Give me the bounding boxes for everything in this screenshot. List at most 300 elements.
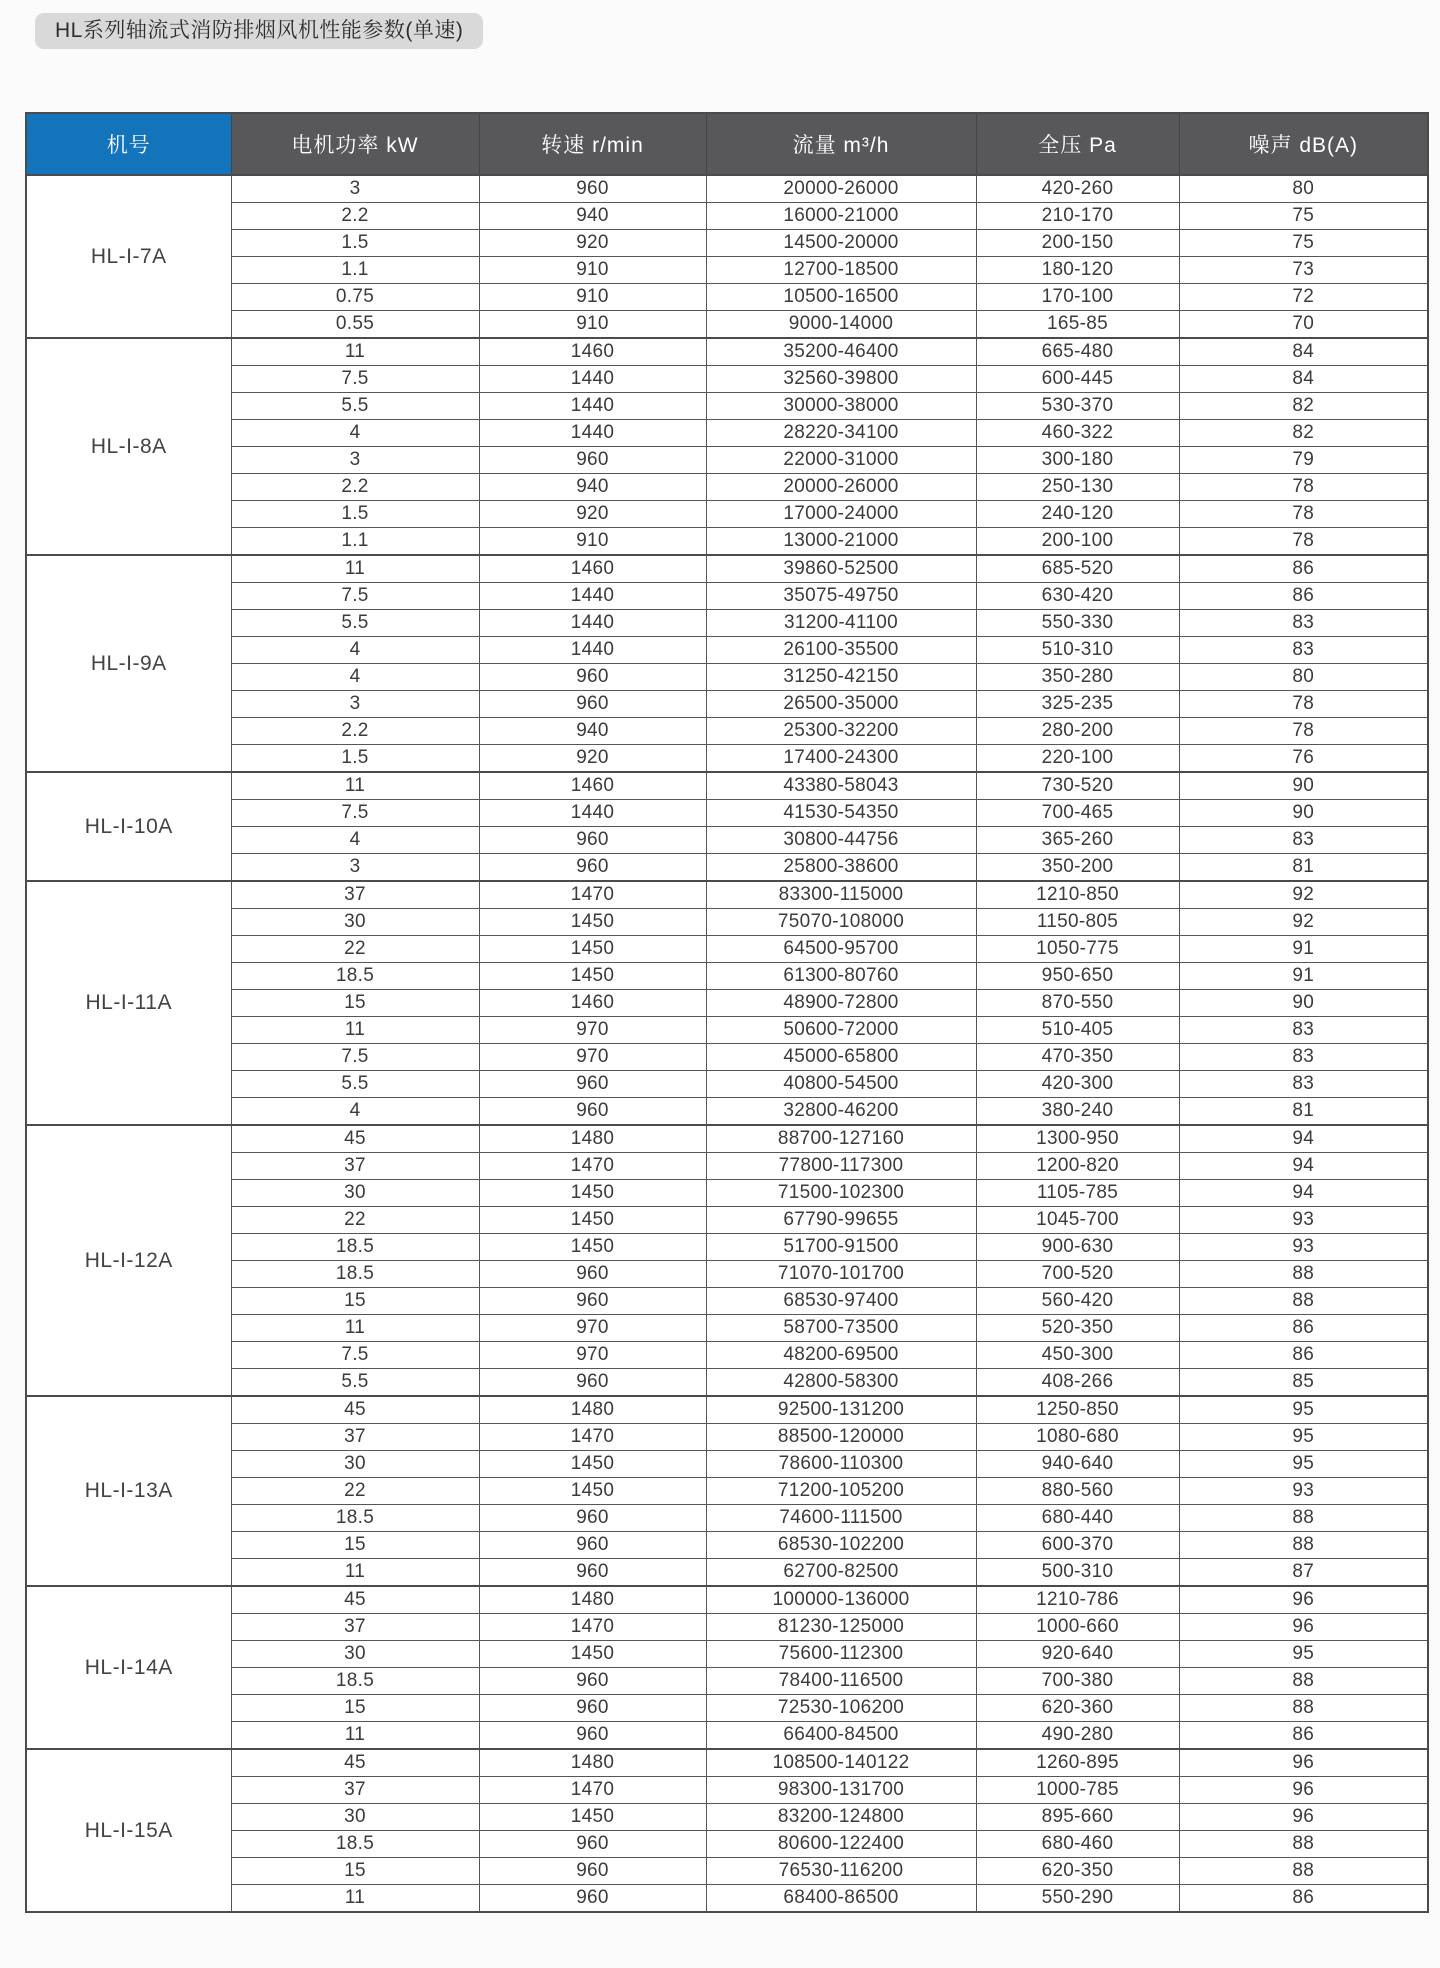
cell-speed: 1470 (479, 881, 706, 909)
cell-noise: 88 (1179, 1505, 1428, 1532)
cell-flow: 78600-110300 (706, 1451, 976, 1478)
cell-noise: 78 (1179, 718, 1428, 745)
cell-noise: 83 (1179, 610, 1428, 637)
cell-noise: 73 (1179, 257, 1428, 284)
cell-flow: 42800-58300 (706, 1369, 976, 1397)
cell-noise: 87 (1179, 1559, 1428, 1587)
table-row (26, 203, 1428, 230)
cell-noise: 88 (1179, 1858, 1428, 1885)
cell-noise: 95 (1179, 1641, 1428, 1668)
table-row (26, 583, 1428, 610)
table-row (26, 1369, 1428, 1397)
cell-flow: 30000-38000 (706, 393, 976, 420)
cell-flow: 35200-46400 (706, 338, 976, 366)
cell-speed: 960 (479, 1369, 706, 1397)
cell-pressure: 870-550 (976, 990, 1179, 1017)
cell-flow: 68530-97400 (706, 1288, 976, 1315)
cell-noise: 95 (1179, 1424, 1428, 1451)
cell-power: 15 (231, 1288, 479, 1315)
cell-speed: 960 (479, 1559, 706, 1587)
table-row (26, 284, 1428, 311)
table-row (26, 1532, 1428, 1559)
cell-power: 0.75 (231, 284, 479, 311)
cell-flow: 40800-54500 (706, 1071, 976, 1098)
cell-noise: 80 (1179, 664, 1428, 691)
fan-spec-table (25, 112, 1429, 1913)
cell-speed: 910 (479, 311, 706, 339)
cell-noise: 86 (1179, 1885, 1428, 1913)
table-row (26, 1749, 1428, 1777)
cell-power: 5.5 (231, 1071, 479, 1098)
table-row (26, 311, 1428, 339)
cell-speed: 1470 (479, 1777, 706, 1804)
cell-flow: 61300-80760 (706, 963, 976, 990)
table-row (26, 1342, 1428, 1369)
cell-power: 30 (231, 909, 479, 936)
table-row (26, 1885, 1428, 1913)
table-body (26, 175, 1428, 1912)
cell-noise: 82 (1179, 393, 1428, 420)
cell-speed: 960 (479, 1858, 706, 1885)
cell-power: 37 (231, 881, 479, 909)
cell-speed: 1440 (479, 393, 706, 420)
cell-flow: 78400-116500 (706, 1668, 976, 1695)
model-label: HL-I-14A (26, 1586, 231, 1749)
cell-pressure: 560-420 (976, 1288, 1179, 1315)
cell-flow: 92500-131200 (706, 1396, 976, 1424)
table-row (26, 1586, 1428, 1614)
cell-pressure: 510-405 (976, 1017, 1179, 1044)
cell-speed: 1450 (479, 1478, 706, 1505)
cell-flow: 58700-73500 (706, 1315, 976, 1342)
cell-speed: 960 (479, 827, 706, 854)
table-row (26, 1505, 1428, 1532)
cell-flow: 88500-120000 (706, 1424, 976, 1451)
cell-speed: 1480 (479, 1749, 706, 1777)
cell-pressure: 700-520 (976, 1261, 1179, 1288)
cell-flow: 25800-38600 (706, 854, 976, 882)
cell-flow: 83200-124800 (706, 1804, 976, 1831)
table-header-row (26, 113, 1428, 175)
cell-pressure: 680-460 (976, 1831, 1179, 1858)
cell-pressure: 880-560 (976, 1478, 1179, 1505)
cell-noise: 91 (1179, 936, 1428, 963)
cell-pressure: 1000-785 (976, 1777, 1179, 1804)
cell-speed: 970 (479, 1044, 706, 1071)
cell-power: 7.5 (231, 1044, 479, 1071)
table-row (26, 1641, 1428, 1668)
table-row (26, 1261, 1428, 1288)
cell-noise: 96 (1179, 1804, 1428, 1831)
cell-pressure: 620-360 (976, 1695, 1179, 1722)
cell-speed: 1470 (479, 1153, 706, 1180)
model-label: HL-I-7A (26, 175, 231, 338)
cell-power: 5.5 (231, 610, 479, 637)
cell-speed: 1450 (479, 1451, 706, 1478)
cell-flow: 83300-115000 (706, 881, 976, 909)
table-row (26, 1180, 1428, 1207)
cell-speed: 1470 (479, 1424, 706, 1451)
cell-flow: 71500-102300 (706, 1180, 976, 1207)
cell-pressure: 685-520 (976, 555, 1179, 583)
cell-power: 11 (231, 338, 479, 366)
cell-power: 15 (231, 990, 479, 1017)
cell-flow: 98300-131700 (706, 1777, 976, 1804)
cell-flow: 67790-99655 (706, 1207, 976, 1234)
cell-flow: 81230-125000 (706, 1614, 976, 1641)
cell-power: 7.5 (231, 583, 479, 610)
cell-power: 18.5 (231, 1505, 479, 1532)
table-row (26, 257, 1428, 284)
cell-flow: 41530-54350 (706, 800, 976, 827)
cell-speed: 960 (479, 854, 706, 882)
table-row (26, 338, 1428, 366)
cell-speed: 920 (479, 501, 706, 528)
cell-flow: 45000-65800 (706, 1044, 976, 1071)
cell-noise: 91 (1179, 963, 1428, 990)
cell-power: 7.5 (231, 1342, 479, 1369)
cell-noise: 90 (1179, 800, 1428, 827)
cell-pressure: 408-266 (976, 1369, 1179, 1397)
cell-flow: 14500-20000 (706, 230, 976, 257)
cell-pressure: 510-310 (976, 637, 1179, 664)
column-header-pressure: 全压 Pa (976, 113, 1179, 175)
cell-noise: 90 (1179, 990, 1428, 1017)
cell-power: 18.5 (231, 1831, 479, 1858)
cell-speed: 960 (479, 691, 706, 718)
cell-speed: 910 (479, 284, 706, 311)
cell-noise: 93 (1179, 1207, 1428, 1234)
cell-power: 37 (231, 1153, 479, 1180)
table-row (26, 1098, 1428, 1126)
cell-noise: 78 (1179, 528, 1428, 556)
cell-pressure: 300-180 (976, 447, 1179, 474)
cell-speed: 940 (479, 474, 706, 501)
table-row (26, 501, 1428, 528)
column-header-speed: 转速 r/min (479, 113, 706, 175)
cell-flow: 51700-91500 (706, 1234, 976, 1261)
cell-pressure: 1050-775 (976, 936, 1179, 963)
cell-flow: 71200-105200 (706, 1478, 976, 1505)
cell-pressure: 1210-786 (976, 1586, 1179, 1614)
table-row (26, 1695, 1428, 1722)
cell-noise: 78 (1179, 501, 1428, 528)
cell-flow: 43380-58043 (706, 772, 976, 800)
cell-flow: 22000-31000 (706, 447, 976, 474)
cell-speed: 940 (479, 203, 706, 230)
table-row (26, 1614, 1428, 1641)
cell-pressure: 380-240 (976, 1098, 1179, 1126)
cell-pressure: 920-640 (976, 1641, 1179, 1668)
cell-power: 5.5 (231, 393, 479, 420)
cell-power: 11 (231, 1885, 479, 1913)
cell-noise: 88 (1179, 1695, 1428, 1722)
cell-flow: 20000-26000 (706, 175, 976, 203)
cell-pressure: 250-130 (976, 474, 1179, 501)
table-row (26, 1153, 1428, 1180)
table-row (26, 854, 1428, 882)
cell-pressure: 1250-850 (976, 1396, 1179, 1424)
cell-flow: 17000-24000 (706, 501, 976, 528)
cell-flow: 16000-21000 (706, 203, 976, 230)
cell-pressure: 420-300 (976, 1071, 1179, 1098)
cell-power: 3 (231, 175, 479, 203)
cell-noise: 88 (1179, 1532, 1428, 1559)
cell-noise: 92 (1179, 909, 1428, 936)
cell-flow: 68530-102200 (706, 1532, 976, 1559)
cell-noise: 96 (1179, 1749, 1428, 1777)
cell-flow: 26100-35500 (706, 637, 976, 664)
model-label: HL-I-15A (26, 1749, 231, 1912)
table-row (26, 1396, 1428, 1424)
cell-noise: 83 (1179, 637, 1428, 664)
cell-power: 1.5 (231, 745, 479, 773)
cell-noise: 70 (1179, 311, 1428, 339)
cell-pressure: 420-260 (976, 175, 1179, 203)
table-row (26, 881, 1428, 909)
table-row (26, 528, 1428, 556)
cell-speed: 1460 (479, 338, 706, 366)
table-row (26, 827, 1428, 854)
cell-flow: 50600-72000 (706, 1017, 976, 1044)
cell-power: 37 (231, 1614, 479, 1641)
cell-pressure: 500-310 (976, 1559, 1179, 1587)
cell-pressure: 220-100 (976, 745, 1179, 773)
table-row (26, 1831, 1428, 1858)
cell-speed: 960 (479, 1505, 706, 1532)
page-title: HL系列轴流式消防排烟风机性能参数(单速) (35, 13, 483, 49)
cell-flow: 39860-52500 (706, 555, 976, 583)
model-label: HL-I-13A (26, 1396, 231, 1586)
cell-pressure: 350-200 (976, 854, 1179, 882)
cell-flow: 32800-46200 (706, 1098, 976, 1126)
cell-speed: 960 (479, 1071, 706, 1098)
model-label: HL-I-12A (26, 1125, 231, 1396)
table-row (26, 420, 1428, 447)
cell-speed: 1460 (479, 990, 706, 1017)
cell-noise: 86 (1179, 1315, 1428, 1342)
cell-pressure: 325-235 (976, 691, 1179, 718)
cell-flow: 64500-95700 (706, 936, 976, 963)
cell-noise: 96 (1179, 1586, 1428, 1614)
cell-noise: 96 (1179, 1777, 1428, 1804)
cell-speed: 970 (479, 1017, 706, 1044)
table-row (26, 1722, 1428, 1750)
cell-speed: 1440 (479, 637, 706, 664)
cell-speed: 1460 (479, 772, 706, 800)
table-row (26, 1559, 1428, 1587)
cell-flow: 48900-72800 (706, 990, 976, 1017)
table-row (26, 1777, 1428, 1804)
table-row (26, 1288, 1428, 1315)
cell-pressure: 665-480 (976, 338, 1179, 366)
cell-speed: 960 (479, 1831, 706, 1858)
cell-noise: 96 (1179, 1614, 1428, 1641)
cell-flow: 30800-44756 (706, 827, 976, 854)
cell-speed: 1450 (479, 909, 706, 936)
cell-pressure: 200-100 (976, 528, 1179, 556)
cell-speed: 960 (479, 1722, 706, 1750)
table-row (26, 745, 1428, 773)
table-row (26, 1017, 1428, 1044)
table-row (26, 610, 1428, 637)
cell-noise: 86 (1179, 1342, 1428, 1369)
cell-pressure: 620-350 (976, 1858, 1179, 1885)
table-row (26, 1451, 1428, 1478)
model-label: HL-I-11A (26, 881, 231, 1125)
cell-power: 15 (231, 1532, 479, 1559)
cell-pressure: 520-350 (976, 1315, 1179, 1342)
cell-flow: 28220-34100 (706, 420, 976, 447)
table-row (26, 772, 1428, 800)
cell-flow: 12700-18500 (706, 257, 976, 284)
cell-noise: 86 (1179, 555, 1428, 583)
cell-pressure: 210-170 (976, 203, 1179, 230)
cell-power: 11 (231, 772, 479, 800)
cell-speed: 940 (479, 718, 706, 745)
cell-noise: 83 (1179, 1017, 1428, 1044)
cell-speed: 960 (479, 1532, 706, 1559)
cell-power: 22 (231, 1478, 479, 1505)
cell-pressure: 350-280 (976, 664, 1179, 691)
cell-speed: 1450 (479, 1180, 706, 1207)
cell-power: 18.5 (231, 963, 479, 990)
cell-pressure: 1080-680 (976, 1424, 1179, 1451)
cell-pressure: 240-120 (976, 501, 1179, 528)
cell-speed: 1440 (479, 583, 706, 610)
table-row (26, 1044, 1428, 1071)
cell-noise: 76 (1179, 745, 1428, 773)
cell-speed: 1480 (479, 1125, 706, 1153)
cell-power: 4 (231, 664, 479, 691)
cell-flow: 13000-21000 (706, 528, 976, 556)
cell-pressure: 950-650 (976, 963, 1179, 990)
cell-power: 7.5 (231, 366, 479, 393)
table-row (26, 1424, 1428, 1451)
cell-speed: 960 (479, 175, 706, 203)
cell-power: 45 (231, 1586, 479, 1614)
cell-pressure: 450-300 (976, 1342, 1179, 1369)
cell-flow: 75070-108000 (706, 909, 976, 936)
cell-flow: 74600-111500 (706, 1505, 976, 1532)
cell-noise: 82 (1179, 420, 1428, 447)
cell-pressure: 600-370 (976, 1532, 1179, 1559)
table-row (26, 637, 1428, 664)
cell-pressure: 470-350 (976, 1044, 1179, 1071)
cell-power: 37 (231, 1777, 479, 1804)
table-row (26, 909, 1428, 936)
table-row (26, 1804, 1428, 1831)
cell-flow: 26500-35000 (706, 691, 976, 718)
cell-power: 4 (231, 827, 479, 854)
cell-noise: 88 (1179, 1261, 1428, 1288)
column-header-power: 电机功率 kW (231, 113, 479, 175)
cell-noise: 95 (1179, 1396, 1428, 1424)
cell-power: 37 (231, 1424, 479, 1451)
cell-speed: 1460 (479, 555, 706, 583)
cell-pressure: 700-380 (976, 1668, 1179, 1695)
cell-speed: 1450 (479, 1234, 706, 1261)
cell-flow: 48200-69500 (706, 1342, 976, 1369)
cell-flow: 31200-41100 (706, 610, 976, 637)
cell-speed: 960 (479, 1098, 706, 1126)
cell-flow: 66400-84500 (706, 1722, 976, 1750)
cell-speed: 1450 (479, 936, 706, 963)
cell-power: 18.5 (231, 1234, 479, 1261)
table-row (26, 718, 1428, 745)
cell-power: 7.5 (231, 800, 479, 827)
cell-noise: 93 (1179, 1478, 1428, 1505)
cell-flow: 32560-39800 (706, 366, 976, 393)
cell-pressure: 170-100 (976, 284, 1179, 311)
cell-noise: 81 (1179, 854, 1428, 882)
cell-flow: 20000-26000 (706, 474, 976, 501)
cell-speed: 960 (479, 1288, 706, 1315)
cell-power: 45 (231, 1749, 479, 1777)
table-row (26, 1315, 1428, 1342)
cell-noise: 88 (1179, 1288, 1428, 1315)
cell-noise: 94 (1179, 1153, 1428, 1180)
cell-pressure: 895-660 (976, 1804, 1179, 1831)
cell-power: 18.5 (231, 1261, 479, 1288)
cell-noise: 83 (1179, 1044, 1428, 1071)
cell-speed: 1450 (479, 1641, 706, 1668)
table-row (26, 366, 1428, 393)
cell-noise: 84 (1179, 338, 1428, 366)
cell-power: 2.2 (231, 474, 479, 501)
cell-power: 3 (231, 854, 479, 882)
cell-flow: 68400-86500 (706, 1885, 976, 1913)
cell-power: 2.2 (231, 203, 479, 230)
cell-power: 4 (231, 420, 479, 447)
table-row (26, 230, 1428, 257)
table-row (26, 1858, 1428, 1885)
cell-flow: 9000-14000 (706, 311, 976, 339)
cell-noise: 95 (1179, 1451, 1428, 1478)
cell-power: 1.1 (231, 257, 479, 284)
cell-speed: 1440 (479, 800, 706, 827)
table-row (26, 963, 1428, 990)
cell-power: 11 (231, 1559, 479, 1587)
cell-power: 18.5 (231, 1668, 479, 1695)
cell-power: 22 (231, 1207, 479, 1234)
cell-flow: 77800-117300 (706, 1153, 976, 1180)
cell-noise: 79 (1179, 447, 1428, 474)
cell-pressure: 550-290 (976, 1885, 1179, 1913)
cell-noise: 85 (1179, 1369, 1428, 1397)
cell-noise: 78 (1179, 691, 1428, 718)
column-header-noise: 噪声 dB(A) (1179, 113, 1428, 175)
cell-flow: 31250-42150 (706, 664, 976, 691)
cell-speed: 920 (479, 745, 706, 773)
cell-power: 3 (231, 447, 479, 474)
cell-flow: 76530-116200 (706, 1858, 976, 1885)
cell-flow: 100000-136000 (706, 1586, 976, 1614)
cell-pressure: 1150-805 (976, 909, 1179, 936)
cell-power: 3 (231, 691, 479, 718)
cell-speed: 1470 (479, 1614, 706, 1641)
cell-power: 1.5 (231, 230, 479, 257)
cell-speed: 1450 (479, 963, 706, 990)
cell-pressure: 700-465 (976, 800, 1179, 827)
table-row (26, 474, 1428, 501)
cell-speed: 1450 (479, 1804, 706, 1831)
cell-noise: 83 (1179, 1071, 1428, 1098)
cell-pressure: 680-440 (976, 1505, 1179, 1532)
cell-speed: 960 (479, 1261, 706, 1288)
table-row (26, 393, 1428, 420)
cell-power: 11 (231, 1017, 479, 1044)
